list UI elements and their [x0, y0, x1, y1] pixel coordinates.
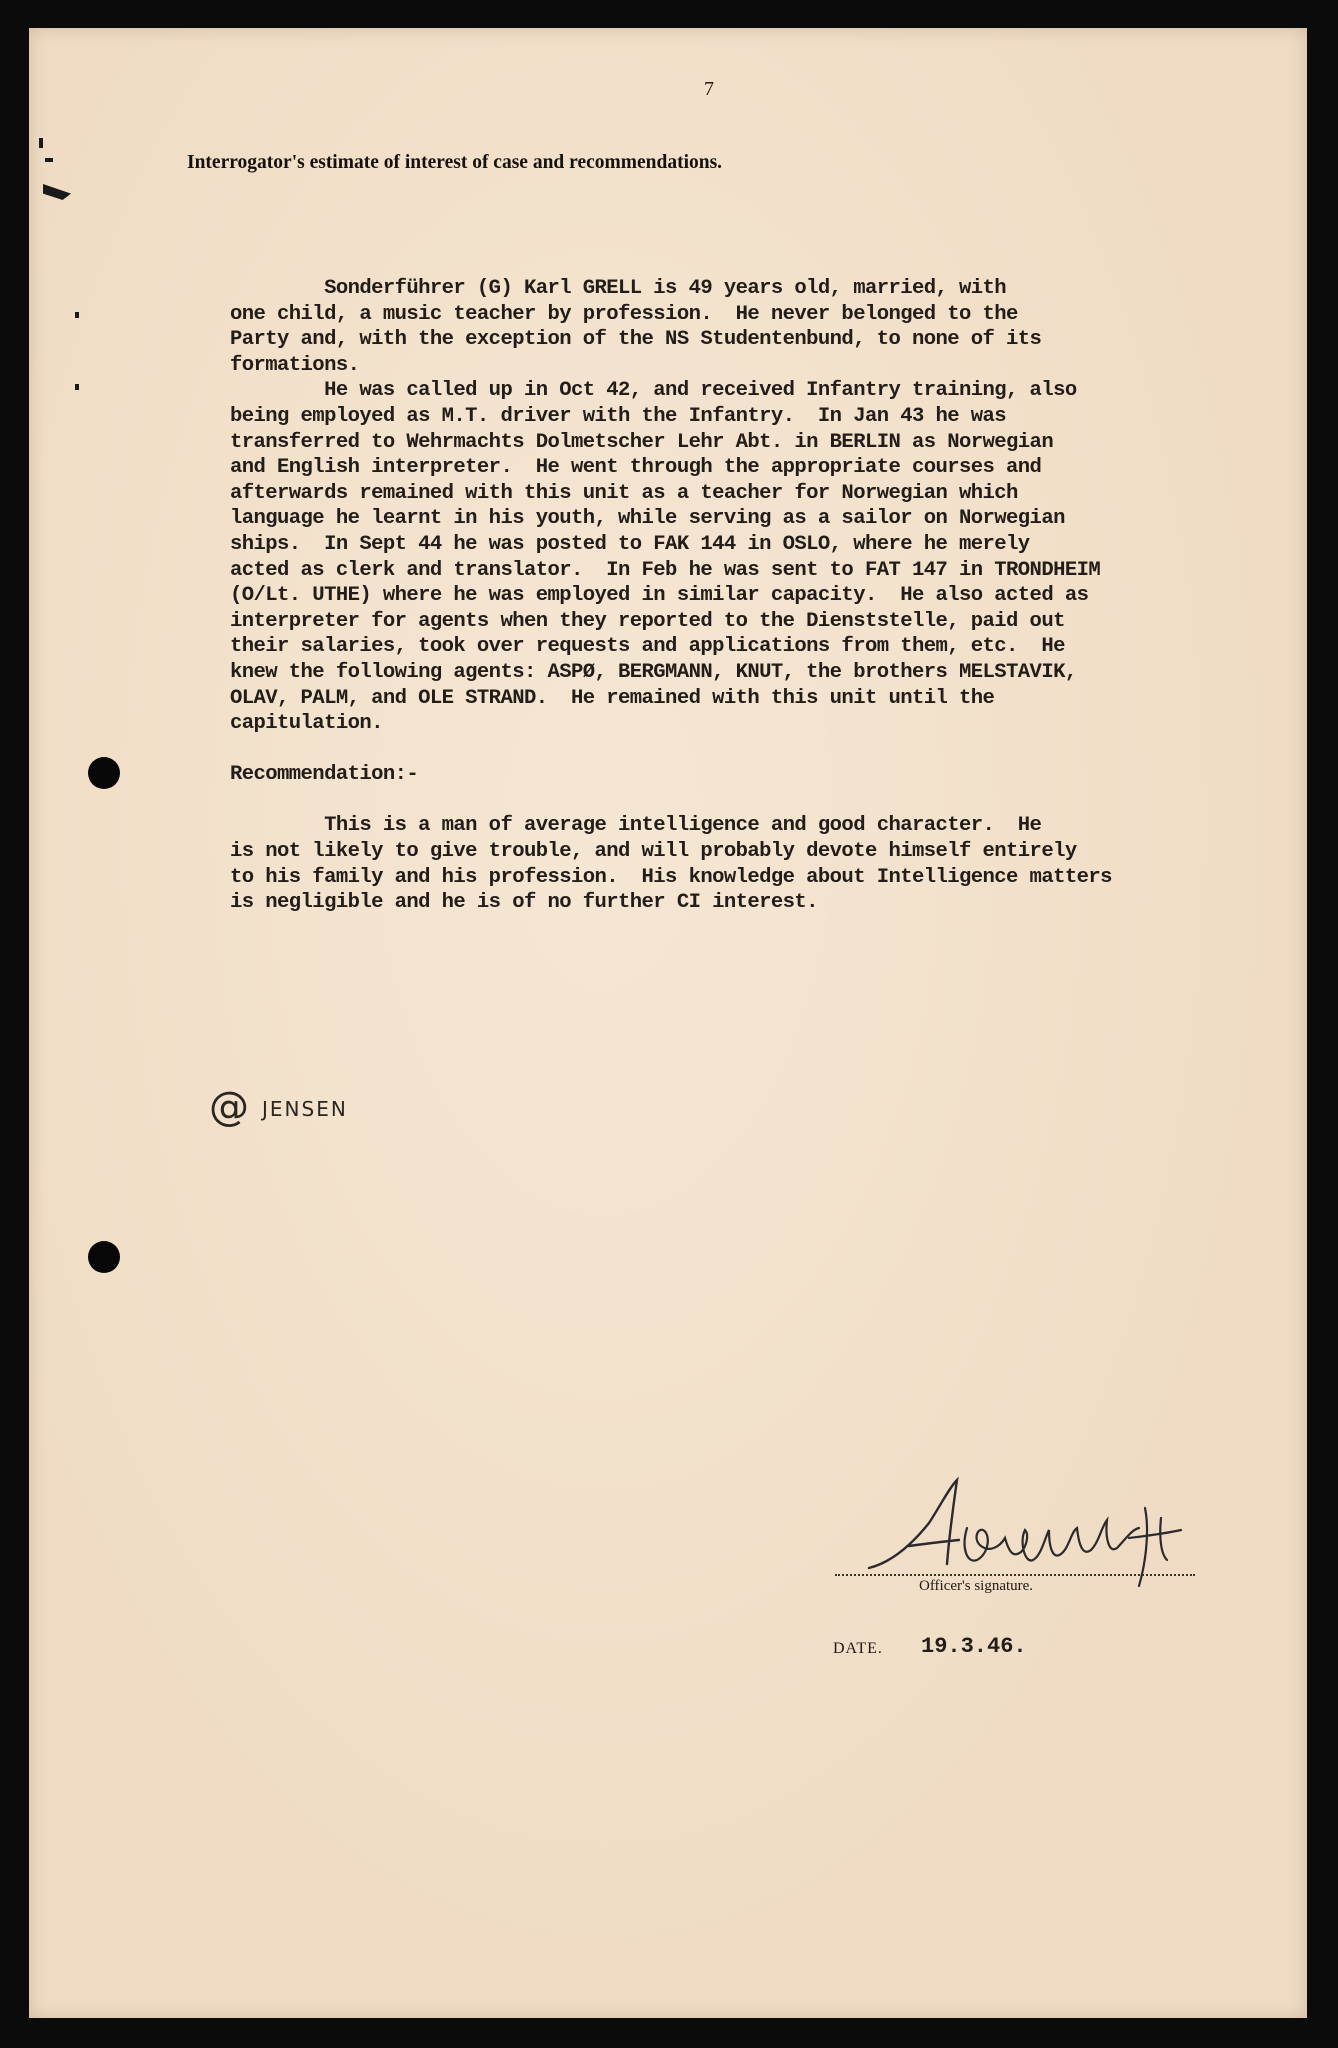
document-page: [29, 28, 1307, 2018]
handwritten-note: [209, 1084, 348, 1130]
text-line: acted as clerk and translator. In Feb he was sent to FAT 147 in TRONDHEIM: [230, 558, 1101, 582]
text-line: This is a man of average intelligence and good character. He: [230, 814, 1042, 838]
report-body: [230, 276, 1230, 916]
handwritten-name: JENSEN: [262, 1097, 348, 1121]
text-line: He was called up in Oct 42, and received Infantry training, also: [230, 379, 1077, 403]
text-line: Sonderführer (G) Karl GRELL is 49 years old, married, with: [230, 277, 1007, 300]
text-line: (O/Lt. UTHE) where he was employed in similar capacity. He also acted as: [230, 584, 1089, 608]
date-label: DATE.: [833, 1640, 883, 1657]
page-number: 7: [704, 78, 714, 100]
text-line: being employed as M.T. driver with the Infantry. In Jan 43 he was: [230, 404, 1007, 428]
punch-hole: [88, 757, 120, 789]
text-line: and English interpreter. He went through the appropriate courses and: [230, 456, 1042, 480]
section-heading: Interrogator's estimate of interest of case and recommendations.: [187, 152, 723, 173]
edge-mark: [39, 138, 43, 148]
paragraph-personal-details: [230, 276, 1230, 378]
text-line: interpreter for agents when they reported to the Dienststelle, paid out: [230, 609, 1065, 633]
edge-mark: [75, 312, 79, 318]
text-line: their salaries, took over requests and applications from them, etc. He: [230, 635, 1065, 659]
text-line: knew the following agents: ASPØ, BERGMANN, KNUT, the brothers MELSTAVIK,: [230, 660, 1077, 684]
recommendation-label: Recommendation:-: [230, 763, 419, 787]
text-line: afterwards remained with this unit as a teacher for Norwegian which: [230, 481, 1018, 505]
handwritten-at-symbol: @: [209, 1084, 250, 1130]
text-line: is not likely to give trouble, and will probably devote himself entirely: [230, 840, 1077, 864]
text-line: to his family and his profession. His knowledge about Intelligence matters: [230, 865, 1112, 889]
edge-mark: [43, 184, 71, 200]
text-line: one child, a music teacher by profession. He never belonged to the: [230, 302, 1018, 326]
edge-mark: [45, 158, 53, 162]
text-line: ships. In Sept 44 he was posted to FAK 144 in OSLO, where he merely: [230, 532, 1030, 556]
edge-mark: [75, 384, 79, 390]
text-line: language he learnt in his youth, while serving as a sailor on Norwegian: [230, 507, 1065, 531]
text-line: transferred to Wehrmachts Dolmetscher Lehr Abt. in BERLIN as Norwegian: [230, 430, 1054, 454]
punch-hole: [88, 1241, 120, 1273]
paragraph-recommendation: [230, 813, 1230, 915]
signature-line: [835, 1574, 1195, 1576]
date-value: 19.3.46.: [921, 1634, 1027, 1659]
text-line: formations.: [230, 353, 360, 377]
text-line: OLAV, PALM, and OLE STRAND. He remained with this unit until the: [230, 686, 995, 710]
text-line: is negligible and he is of no further CI interest.: [230, 891, 818, 915]
paragraph-service-history: [230, 378, 1230, 736]
text-line: Party and, with the exception of the NS Studentenbund, to none of its: [230, 328, 1042, 352]
signature-label: Officer's signature.: [919, 1578, 1034, 1594]
text-line: capitulation.: [230, 712, 383, 736]
